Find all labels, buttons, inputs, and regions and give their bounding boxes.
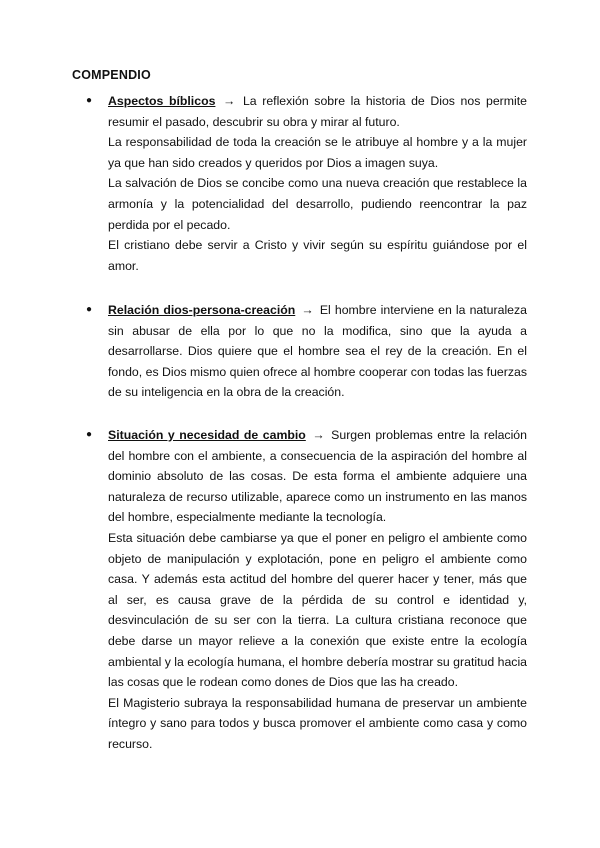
section-lead-text: El hombre interviene en la naturaleza sin abusar de ella por lo que no la modifica, sino que la ayuda a desarrollarse. Dios quiere que el hombre sea el rey de la creación. En el fondo, es Dios mismo quien ofrece al hombre cooperar con todas las fuerzas de su inteligencia en la obra de la creación. [108, 303, 528, 400]
section-lead [108, 300, 527, 403]
section-lead-text: Surgen problemas entre la relación del hombre con el ambiente, a consecuencia de la aspiración del hombre al dominio absoluto de las cosas. De esta forma el ambiente adquiere una naturaleza de recurso utilizable, aparece como un instrumento en las manos del hombre, especialmente mediante la tecnología. [108, 428, 527, 525]
section-paragraph: Esta situación debe cambiarse ya que el poner en peligro el ambiente como objeto de manipulación y explotación, pone en peligro el ambiente como casa. Y además esta actitud del hombre del querer hacer y tener, más que al ser, es causa grave de la pérdida de su control e identidad y, desvinculación de su ser con la tierra. La cultura cristiana reconoce que debe darse un mayor relieve a la conexión que existe entre la ecología ambiental y la ecología humana, el hombre debería mostrar su gratitud hacia las cosas que le rodean como dones de Dios que las ha creado. [108, 530, 528, 690]
section-heading: Relación dios-persona-creación [108, 303, 296, 317]
section-paragraph: La responsabilidad de toda la creación se le atribuye al hombre y a la mujer ya que han sido creados y queridos por Dios a imagen suya. [108, 135, 527, 170]
section-paragraph: La salvación de Dios se concibe como una nueva creación que restablece la armonía y la potencialidad del desarrollo, pudiendo reencontrar la paz perdida por el pecado. [108, 176, 527, 232]
bullet-icon: ● [86, 304, 93, 315]
bullet-icon: ● [86, 95, 93, 106]
section-heading: Situación y necesidad de cambio [108, 428, 306, 442]
section-heading: Aspectos bíblicos [108, 94, 216, 108]
section-paragraph: El cristiano debe servir a Cristo y vivir según su espíritu guiándose por el amor. [108, 238, 527, 273]
section-relacion-dios-persona-creacion [86, 300, 528, 403]
section-situacion-necesidad-cambio [86, 425, 528, 755]
section-lead [108, 425, 527, 528]
section-aspectos-biblicos [86, 91, 527, 276]
document-title: COMPENDIO [72, 68, 151, 82]
section-lead [108, 91, 527, 132]
section-paragraph: El Magisterio subraya la responsabilidad humana de preservar un ambiente íntegro y sano para todos y busca promover el ambiente como casa y como recurso. [108, 695, 527, 751]
arrow-icon: → [301, 303, 314, 317]
bullet-icon: ● [86, 429, 93, 440]
section-lead-text: La reflexión sobre la historia de Dios nos permite resumir el pasado, descubrir su obra y mirar al futuro. [108, 94, 527, 129]
arrow-icon: → [312, 428, 325, 442]
arrow-icon: → [223, 94, 236, 108]
